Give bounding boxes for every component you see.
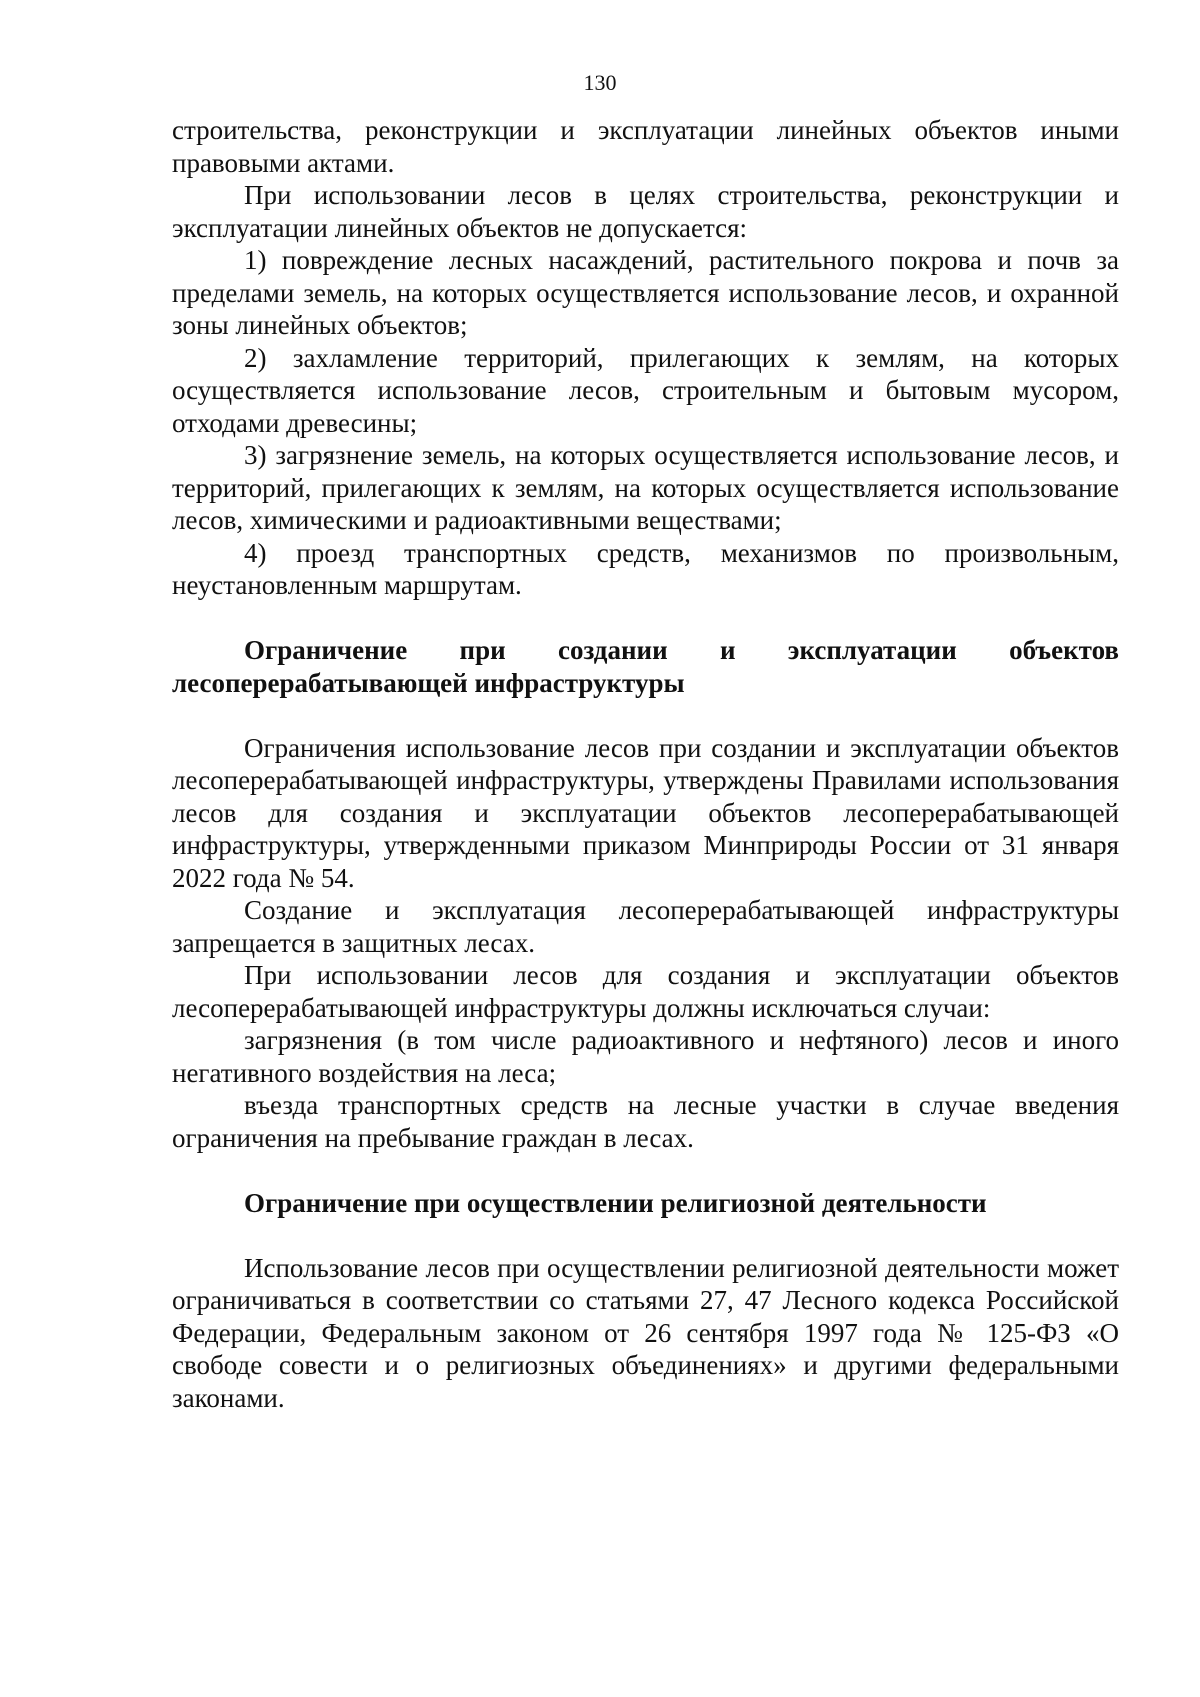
document-body: [172, 114, 1119, 1414]
paragraph: Создание и эксплуатация лесоперерабатывающей инфраструктуры запрещается в защитных лесах.: [172, 895, 1119, 958]
paragraph-intro: При использовании лесов в целях строительства, реконструкции и эксплуатации линейных объектов не допускается:: [172, 180, 1119, 243]
page-number: 130: [583, 70, 617, 95]
spacer: [172, 1154, 1119, 1187]
list-item-3: 3) загрязнение земель, на которых осуществляется использование лесов, и территорий, прилегающих к землям, на которых осуществляется использование лесов, химическими и радиоактивными веществами;: [172, 440, 1119, 535]
paragraph: Использование лесов при осуществлении религиозной деятельности может ограничиваться в соответствии со статьями 27, 47 Лесного кодекса Российской Федерации, Федеральным законом от 26 сентября 1997 года № 125-ФЗ «О свободе совести и о религиозных объединениях» и другими федеральными законами.: [172, 1252, 1119, 1413]
paragraph: При использовании лесов для создания и эксплуатации объектов лесоперерабатывающей инфраструктуры должны исключаться случаи:: [172, 960, 1119, 1023]
paragraph: Ограничения использование лесов при создании и эксплуатации объектов лесоперерабатывающей инфраструктуры, утверждены Правилами использования лесов для создания и эксплуатации объектов лесоперерабатывающей инфраструктуры, утвержденными приказом Минприроды России от 31 января 2022 года № 54.: [172, 732, 1119, 893]
paragraph-continuation: строительства, реконструкции и эксплуатации линейных объектов иными правовыми актами.: [172, 115, 1119, 178]
list-item-1: 1) повреждение лесных насаждений, растительного покрова и почв за пределами земель, на которых осуществляется использование лесов, и охранной зоны линейных объектов;: [172, 245, 1119, 340]
spacer: [172, 1219, 1119, 1252]
section-heading-religious-activity: Ограничение при осуществлении религиозной деятельности: [244, 1187, 987, 1218]
spacer: [172, 699, 1119, 732]
list-item-2: 2) захламление территорий, прилегающих к землям, на которых осуществляется использование лесов, строительным и бытовым мусором, отходами древесины;: [172, 342, 1119, 438]
paragraph: загрязнения (в том числе радиоактивного и нефтяного) лесов и иного негативного воздействия на леса;: [172, 1025, 1119, 1088]
paragraph: въезда транспортных средств на лесные участки в случае введения ограничения на пребывание граждан в лесах.: [172, 1090, 1119, 1153]
spacer: [172, 602, 1119, 635]
section-heading-wood-processing: Ограничение при создании и эксплуатации объектов лесоперерабатывающей инфраструктуры: [172, 635, 1119, 698]
list-item-4: 4) проезд транспортных средств, механизмов по произвольным, неустановленным маршрутам.: [172, 537, 1119, 600]
